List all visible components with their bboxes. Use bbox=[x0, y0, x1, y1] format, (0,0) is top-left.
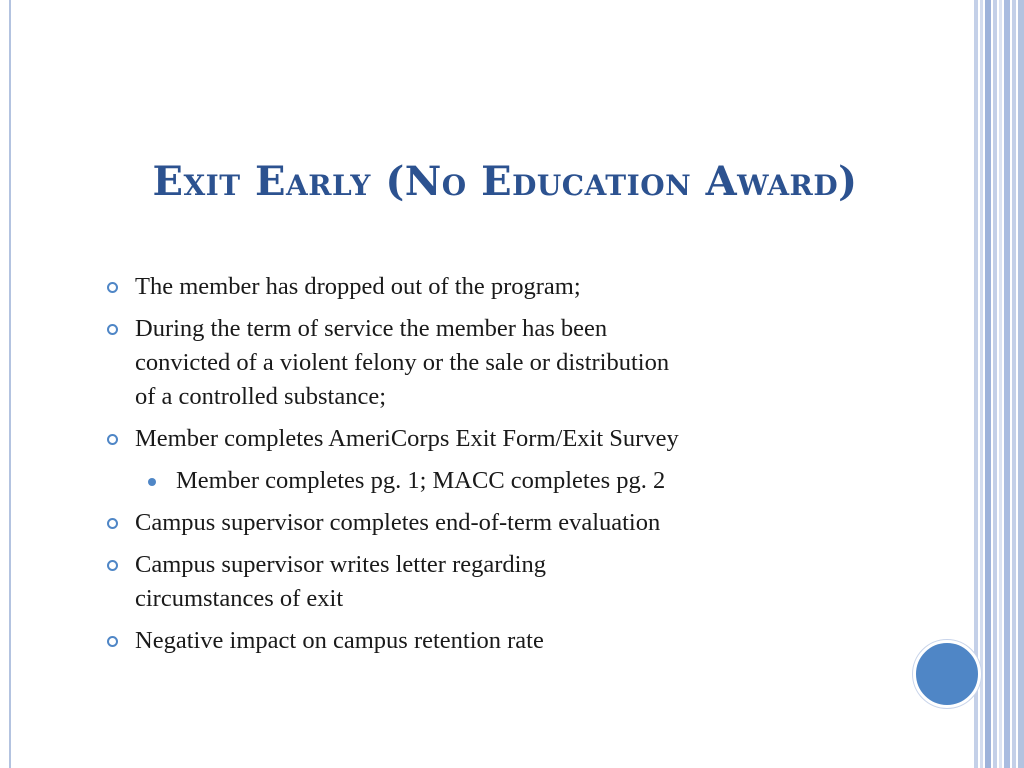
bullet-icon bbox=[107, 324, 118, 335]
list-item bbox=[104, 624, 884, 658]
list-item bbox=[104, 312, 884, 414]
sub-bullet-icon bbox=[148, 478, 156, 486]
list-item bbox=[104, 270, 884, 304]
bullet-text: The member has dropped out of the program; bbox=[135, 273, 581, 300]
list-item bbox=[104, 506, 884, 540]
bullet-text: Negative impact on campus retention rate bbox=[135, 627, 544, 654]
bullet-icon bbox=[107, 560, 118, 571]
decorative-stripe bbox=[1012, 0, 1016, 768]
decorative-stripe bbox=[980, 0, 983, 768]
slide-title: Exit Early (No Education Award) bbox=[152, 158, 858, 205]
bullet-text-line: convicted of a violent felony or the sale or distribution bbox=[135, 349, 670, 376]
left-border bbox=[9, 0, 11, 768]
decorative-stripe bbox=[1018, 0, 1024, 768]
bullet-text-line: of a controlled substance; bbox=[135, 383, 387, 410]
list-item bbox=[104, 422, 884, 456]
bullet-icon bbox=[107, 518, 118, 529]
bullet-text-line: During the term of service the member has been bbox=[135, 315, 608, 342]
bullet-text: Campus supervisor completes end-of-term evaluation bbox=[135, 509, 661, 536]
list-item bbox=[104, 548, 884, 616]
decorative-stripe bbox=[1004, 0, 1010, 768]
bullet-text-line: circumstances of exit bbox=[135, 585, 344, 612]
bullet-text: Member completes AmeriCorps Exit Form/Exit Survey bbox=[135, 425, 679, 452]
bullet-list bbox=[104, 270, 884, 666]
decorative-stripe bbox=[993, 0, 997, 768]
sub-bullet-text: Member completes pg. 1; MACC completes pg. 2 bbox=[176, 467, 666, 494]
bullet-icon bbox=[107, 282, 118, 293]
bullet-icon bbox=[107, 636, 118, 647]
bullet-icon bbox=[107, 434, 118, 445]
decorative-stripe bbox=[974, 0, 978, 768]
bullet-text-line: Campus supervisor writes letter regarding bbox=[135, 551, 546, 578]
decorative-stripe bbox=[999, 0, 1002, 768]
sub-list-item bbox=[104, 464, 884, 498]
decorative-stripe bbox=[985, 0, 991, 768]
decorative-circle bbox=[913, 640, 981, 708]
